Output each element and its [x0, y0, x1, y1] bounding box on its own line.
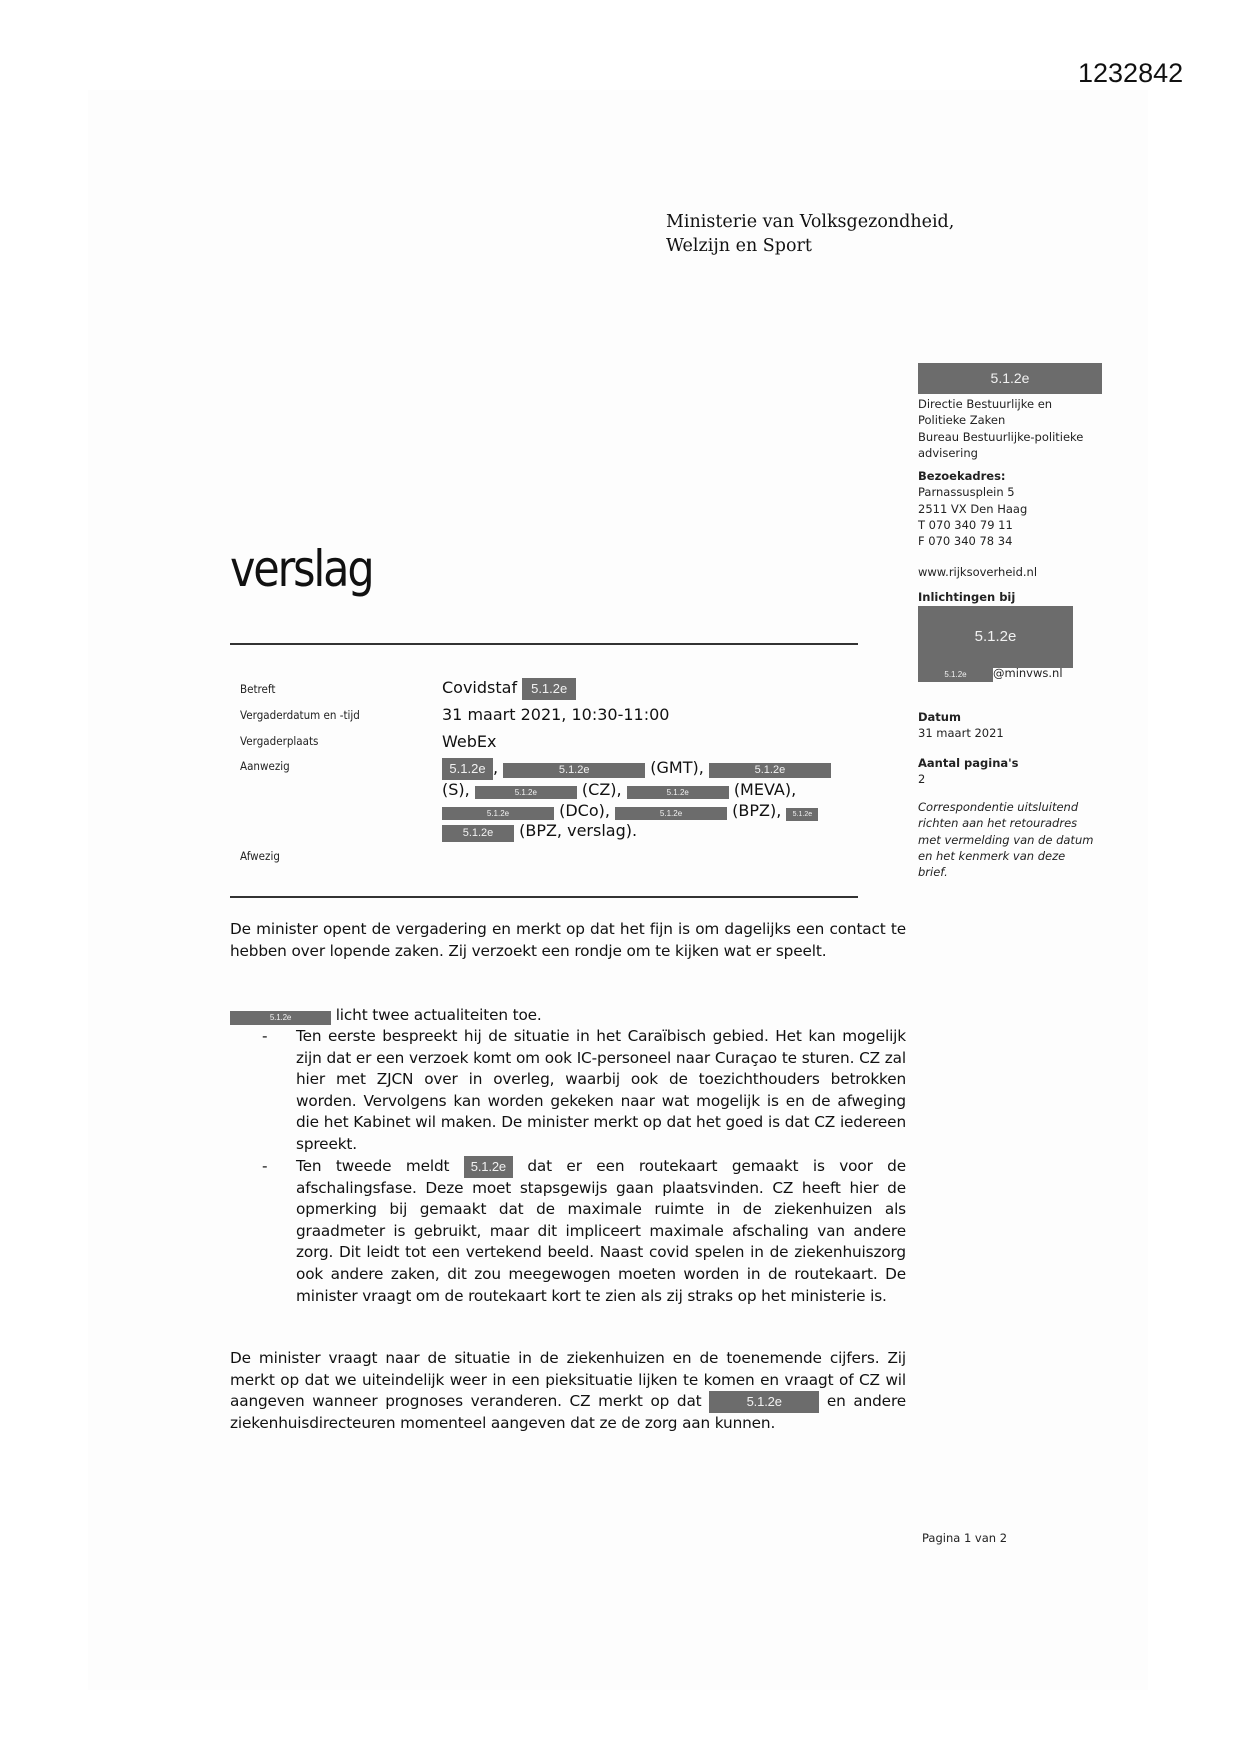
bullet-dash: - — [262, 1156, 268, 1175]
subject-value — [442, 678, 576, 700]
note-line: Correspondentie uitsluitend — [918, 800, 1079, 814]
redacted-name: 5.1.2e — [615, 807, 727, 820]
note-line: met vermelding van de datum — [918, 832, 1094, 847]
redacted-subject: 5.1.2e — [522, 678, 576, 700]
sidebar-pages — [918, 755, 1128, 788]
address-line: Parnassusplein 5 — [918, 485, 1015, 500]
role-text: (MEVA), — [733, 780, 797, 799]
note-line: richten aan het retouradres — [918, 816, 1078, 831]
date-label: Datum — [918, 710, 961, 724]
redacted-email-prefix: 5.1.2e — [918, 668, 993, 682]
present-line-3 — [442, 801, 831, 822]
sidebar-department — [918, 396, 1128, 461]
present-label: Aanwezig — [240, 759, 290, 773]
contact-label: Inlichtingen bij — [918, 590, 1016, 604]
redacted-name: 5.1.2e — [627, 786, 729, 799]
document-number: 1232842 — [1078, 58, 1184, 88]
location-label: Vergaderplaats — [240, 734, 319, 748]
present-line-4 — [442, 821, 831, 842]
redacted-name: 5.1.2e — [464, 1156, 513, 1178]
redacted-name: 5.1.2e — [442, 758, 493, 780]
list-item — [230, 1026, 906, 1156]
bullet-dash: - — [262, 1027, 268, 1045]
phone-line: T 070 340 79 11 — [918, 517, 1013, 532]
department-line: advisering — [918, 445, 978, 460]
pages-value: 2 — [918, 772, 926, 787]
separator: , — [493, 758, 499, 777]
top-divider — [230, 643, 858, 645]
department-line: Bureau Bestuurlijke-politieke — [918, 429, 1084, 444]
department-line: Politieke Zaken — [918, 413, 1006, 428]
datetime-value: 31 maart 2021, 10:30-11:00 — [442, 705, 670, 724]
paragraph-text: De minister vraagt naar de situatie in de ziekenhuizen en de toenemende cijfers. Zij merkt op dat we uiteindelijk weer in een pieksituatie lijken te komen en vraagt of CZ wil aangeven wanneer prognoses veranderen. CZ merkt op dat — [230, 1349, 906, 1411]
role-text: (CZ), — [581, 780, 622, 799]
date-value: 31 maart 2021 — [918, 726, 1004, 741]
website-link[interactable]: www.rijksoverheid.nl — [918, 565, 1038, 579]
redacted-contact-name: 5.1.2e — [918, 606, 1073, 668]
ministry-logo — [666, 210, 954, 258]
redacted-sender: 5.1.2e — [918, 363, 1102, 394]
note-line: brief. — [918, 865, 948, 880]
role-text: (GMT), — [650, 758, 704, 777]
redacted-name: 5.1.2e — [503, 763, 645, 778]
role-text: (BPZ, verslag). — [519, 821, 638, 840]
logo-line-2: Welzijn en Sport — [666, 236, 812, 256]
subject-label: Betreft — [240, 682, 276, 696]
redacted-name: 5.1.2e — [475, 786, 577, 799]
list-item-text: Ten eerste bespreekt hij de situatie in het Caraïbisch gebied. Het kan mogelijk zijn dat er een verzoek komt om ook IC-personeel naar Curaçao te sturen. CZ zal hier met ZJCN over in overleg, waarbij ook de toezichthouders betrokken worden. Vervolgens kan worden gekeken naar wat mogelijk is en de afweging die het Kabinet wil maken. De minister merkt op dat het goed is dat CZ iedereen spreekt. — [296, 1027, 906, 1153]
bottom-divider — [230, 896, 858, 898]
contact-email — [918, 665, 1128, 682]
redacted-name: 5.1.2e — [442, 825, 514, 842]
sidebar-date — [918, 709, 1128, 742]
document-title: verslag — [230, 540, 373, 598]
page-background — [88, 90, 1148, 1690]
pages-label: Aantal pagina's — [918, 756, 1019, 770]
address-line: 2511 VX Den Haag — [918, 501, 1028, 516]
present-list — [442, 758, 831, 842]
correspondence-note — [918, 799, 1128, 880]
role-text: (BPZ), — [732, 800, 782, 820]
paragraph-updates-intro — [230, 1005, 906, 1027]
subject-text: Covidstaf — [442, 678, 518, 697]
email-domain: @minvws.nl — [993, 666, 1063, 680]
updates-list — [230, 1026, 906, 1307]
absent-label: Afwezig — [240, 849, 280, 863]
list-item-text: Ten tweede meldt — [296, 1156, 464, 1175]
page-indicator: Pagina 1 van 2 — [922, 1531, 1008, 1545]
department-line: Directie Bestuurlijke en — [918, 397, 1053, 411]
paragraph-text: en andere ziekenhuisdirecteuren momenteel aangeven dat ze de zorg aan kunnen. — [230, 1392, 907, 1433]
present-line-2 — [442, 780, 831, 801]
redacted-name: 5.1.2e — [709, 1391, 819, 1413]
visit-address-label: Bezoekadres: — [918, 469, 1006, 483]
role-text: (S), — [442, 780, 470, 799]
logo-line-1: Ministerie van Volksgezondheid, — [666, 212, 955, 232]
datetime-label: Vergaderdatum en -tijd — [240, 708, 360, 722]
paragraph-opening: De minister opent de vergadering en merkt op dat het fijn is om dagelijks een contact te hebben over lopende zaken. Zij verzoekt een rondje om te kijken wat er speelt. — [230, 920, 906, 960]
list-item-text: dat er een routekaart gemaakt is voor de afschalingsfase. Deze moet stapsgewijs gaan plaatsvinden. CZ heeft hier de opmerking bij gemaakt dat de maximale ruimte in de ziekenhuizen als graadmeter is gebruikt, maar dit impliceert maximale afschaling van andere zorg. Dit leidt tot een vertekend beeld. Naast covid spelen in de ziekenhuiszorg ook andere zaken, dit zou meegewogen moeten worden in de routekaart. De minister vraagt om de routekaart kort te zien als zij straks op het ministerie is. — [296, 1156, 906, 1305]
fax-line: F 070 340 78 34 — [918, 534, 1013, 549]
sidebar-website — [918, 564, 1128, 580]
sidebar-contact — [918, 589, 1128, 605]
paragraph-hospitals — [230, 1348, 906, 1435]
note-line: en het kenmerk van deze — [918, 848, 1066, 863]
list-item — [230, 1156, 906, 1308]
redacted-name: 5.1.2e — [230, 1011, 331, 1025]
intro-text: licht twee actualiteiten toe. — [331, 1006, 542, 1024]
redacted-name: 5.1.2e — [442, 807, 554, 820]
redacted-name: 5.1.2e — [786, 808, 818, 821]
location-value: WebEx — [442, 732, 497, 751]
sidebar-address — [918, 468, 1128, 549]
redacted-name: 5.1.2e — [709, 763, 831, 778]
present-line-1 — [442, 758, 831, 780]
role-text: (DCo), — [559, 800, 610, 820]
